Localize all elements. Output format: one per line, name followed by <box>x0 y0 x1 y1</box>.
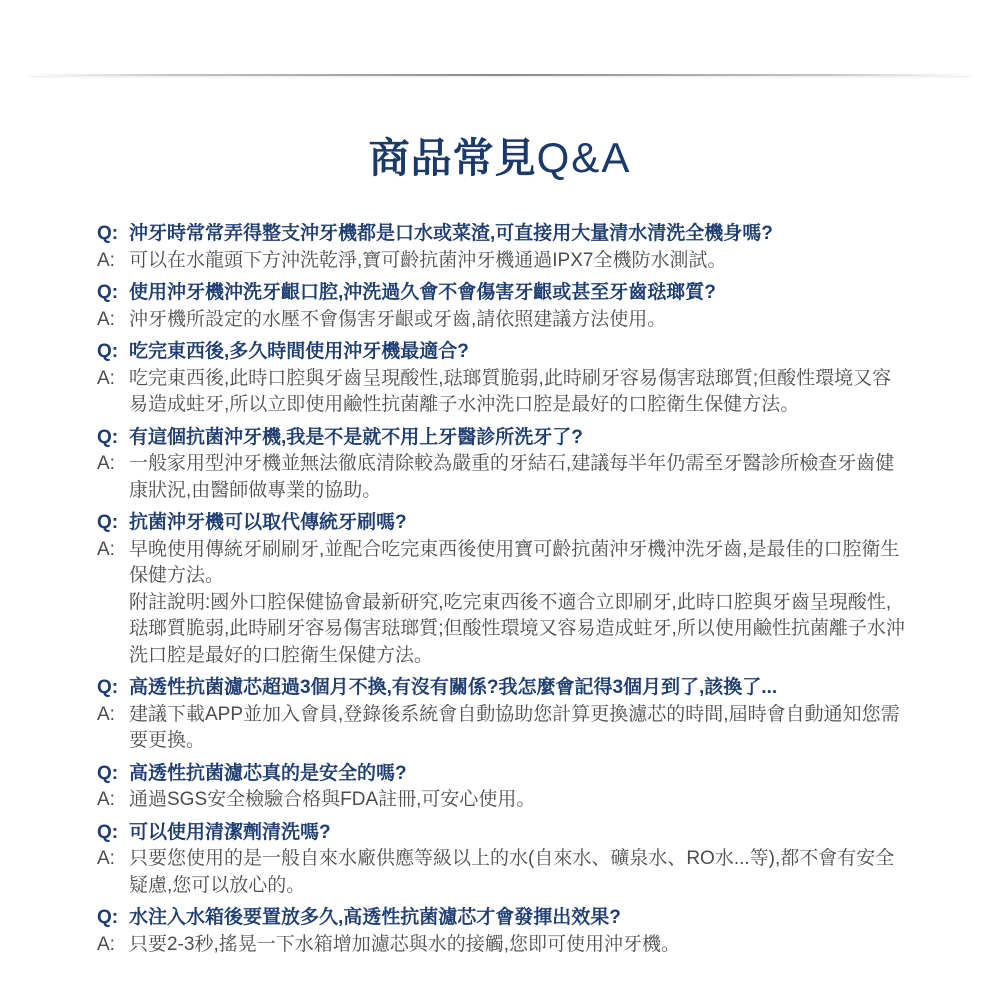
answer-prefix: A: <box>97 789 115 810</box>
answer <box>97 702 910 755</box>
answer-prefix: A: <box>97 367 115 389</box>
answer-prefix: A: <box>97 848 115 869</box>
question-text: 高透性抗菌濾芯超過3個月不換,有沒有關係?我怎麼會記得3個月到了,該換了... <box>129 677 778 698</box>
answer-text: 建議下載APP並加入會員,登錄後系統會自動協助您計算更換濾芯的時間,屆時會自動通知您需要更換。 <box>129 703 900 751</box>
question-prefix: Q: <box>97 677 119 698</box>
question <box>97 675 910 702</box>
question-text: 沖牙時常常弄得整支沖牙機都是口水或菜渣,可直接用大量清水清洗全機身嗎? <box>129 223 773 244</box>
question-prefix: Q: <box>97 341 119 362</box>
answer-prefix: A: <box>97 538 115 560</box>
qa-item <box>97 761 910 814</box>
answer-prefix: A: <box>97 249 115 271</box>
question-prefix: Q: <box>97 282 119 303</box>
answer-main: 早晚使用傳統牙刷刷牙,並配合吃完東西後使用寶可齡抗菌沖牙機沖洗牙齒,是最佳的口腔衛生保健方法。 <box>129 538 900 586</box>
question-text: 高透性抗菌濾芯真的是安全的嗎? <box>129 762 407 784</box>
answer <box>97 846 910 899</box>
question-prefix: Q: <box>97 512 119 533</box>
answer-note: 附註說明:國外口腔保健協會最新研究,吃完東西後不適合立即刷牙,此時口腔與牙齒呈現酸性,琺瑯質脆弱,此時刷牙容易傷害琺瑯質;但酸性環境又容易造成蛀牙,所以使用鹼性抗菌離子水沖洗口腔是最好的口腔衛生保健方法。 <box>129 591 905 666</box>
question <box>97 510 910 537</box>
question <box>97 820 910 847</box>
answer <box>97 451 910 504</box>
qa-item <box>97 339 910 419</box>
qa-item <box>97 820 910 900</box>
question-prefix: Q: <box>97 223 119 244</box>
top-divider <box>30 74 970 76</box>
answer-text: 一般家用型沖牙機並無法徹底清除較為嚴重的牙結石,建議每半年仍需至牙醫診所檢查牙齒健康狀況,由醫師做專業的協助。 <box>129 453 895 501</box>
faq-list <box>97 221 910 964</box>
answer <box>97 537 910 670</box>
answer-text: 只要2-3秒,搖晃一下水箱增加濾芯與水的接觸,您即可使用沖牙機。 <box>129 933 681 955</box>
answer-text: 可以在水龍頭下方沖洗乾淨,寶可齡抗菌沖牙機通過IPX7全機防水測試。 <box>129 249 727 271</box>
question-text: 吃完東西後,多久時間使用沖牙機最適合? <box>129 341 469 362</box>
answer-prefix: A: <box>97 308 115 330</box>
question <box>97 339 910 366</box>
question <box>97 905 910 932</box>
question-text: 使用沖牙機沖洗牙齦口腔,沖洗過久會不會傷害牙齦或甚至牙齒琺瑯質? <box>129 282 716 303</box>
question-text: 抗菌沖牙機可以取代傳統牙刷嗎? <box>129 512 407 533</box>
qa-item <box>97 221 910 274</box>
qa-item <box>97 425 910 505</box>
question <box>97 280 910 307</box>
answer-prefix: A: <box>97 453 115 474</box>
answer <box>97 932 910 959</box>
question <box>97 425 910 452</box>
answer-text: 通過SGS安全檢驗合格與FDA註冊,可安心使用。 <box>129 789 536 810</box>
question-text: 可以使用清潔劑清洗嗎? <box>129 821 331 843</box>
qa-item <box>97 675 910 755</box>
question-prefix: Q: <box>97 821 119 843</box>
qa-item <box>97 280 910 333</box>
answer-text: 沖牙機所設定的水壓不會傷害牙齦或牙齒,請依照建議方法使用。 <box>129 308 667 330</box>
question-prefix: Q: <box>97 762 119 784</box>
question-prefix: Q: <box>97 426 119 448</box>
question-text: 有這個抗菌沖牙機,我是不是就不用上牙醫診所洗牙了? <box>129 426 583 448</box>
answer-text: 吃完東西後,此時口腔與牙齒呈現酸性,琺瑯質脆弱,此時刷牙容易傷害琺瑯質;但酸性環境又容易造成蛀牙,所以立即使用鹼性抗菌離子水沖洗口腔是最好的口腔衛生保健方法。 <box>129 367 892 415</box>
page-title-zh: 商品常見 <box>368 135 537 181</box>
answer <box>97 787 910 814</box>
answer <box>97 248 910 275</box>
answer-text: 只要您使用的是一般自來水廠供應等級以上的水(自來水、礦泉水、RO水...等),都不會有安全疑慮,您可以放心的。 <box>129 848 895 896</box>
qa-item <box>97 510 910 669</box>
question-prefix: Q: <box>97 907 119 928</box>
page-title <box>0 132 1000 187</box>
answer-prefix: A: <box>97 933 115 955</box>
qa-item <box>97 905 910 958</box>
question <box>97 221 910 248</box>
question-text: 水注入水箱後要置放多久,高透性抗菌濾芯才會發揮出效果? <box>129 907 621 928</box>
answer <box>97 366 910 419</box>
answer-text <box>129 537 910 670</box>
answer-prefix: A: <box>97 703 115 725</box>
answer <box>97 307 910 334</box>
page-title-en: Q&A <box>536 134 632 181</box>
question <box>97 761 910 788</box>
